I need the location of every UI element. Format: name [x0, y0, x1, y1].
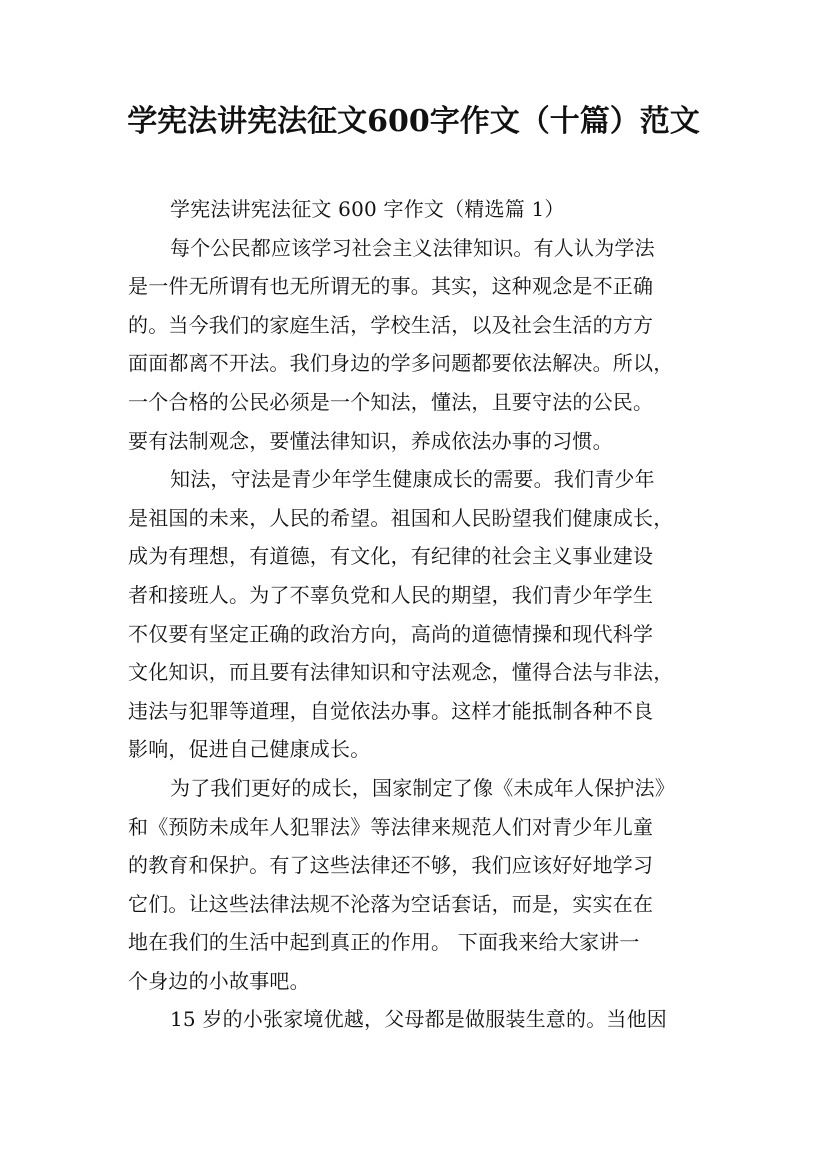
- text-line: 知法，守法是青少年学生健康成长的需要。我们青少年: [170, 467, 655, 492]
- text-line: 和《预防未成年人犯罪法》等法律来规范人们对青少年儿童: [128, 814, 654, 839]
- document-title: 学宪法讲宪法征文600字作文（十篇）范文: [127, 104, 700, 139]
- text-line: 要有法制观念，要懂法律知识，养成依法办事的习惯。: [128, 428, 613, 453]
- text-line: 成为有理想，有道德，有文化，有纪律的社会主义事业建设: [128, 544, 654, 569]
- text-line: 的教育和保护。有了这些法律还不够，我们应该好好地学习: [128, 853, 654, 878]
- text-line: 的。当今我们的家庭生活，学校生活，以及社会生活的方方: [128, 312, 654, 337]
- text-line: 一个合格的公民必须是一个知法，懂法，且要守法的公民。: [128, 389, 654, 414]
- text-line: 每个公民都应该学习社会主义法律知识。有人认为学法: [170, 235, 655, 260]
- text-line: 为了我们更好的成长，国家制定了像《未成年人保护法》: [170, 775, 675, 800]
- text-line: 面面都离不开法。我们身边的学多问题都要依法解决。所以，: [128, 351, 674, 376]
- text-line: 影响，促进自己健康成长。: [128, 737, 371, 762]
- text-line: 学宪法讲宪法征文 600 字作文（精选篇 1）: [170, 197, 565, 221]
- text-line: 者和接班人。为了不辜负党和人民的期望，我们青少年学生: [128, 582, 654, 607]
- text-line: 个身边的小故事吧。: [128, 968, 310, 993]
- text-line: 15 岁的小张家境优越，父母都是做服装生意的。当他因: [170, 1007, 668, 1032]
- text-line: 违法与犯罪等道理，自觉依法办事。这样才能抵制各种不良: [128, 698, 654, 723]
- text-line: 文化知识，而且要有法律知识和守法观念，懂得合法与非法，: [128, 660, 674, 685]
- document-body: [128, 190, 708, 1039]
- text-line: 是祖国的未来，人民的希望。祖国和人民盼望我们健康成长，: [128, 505, 674, 530]
- text-line: 不仅要有坚定正确的政治方向，高尚的道德情操和现代科学: [128, 621, 654, 646]
- text-line: 它们。让这些法律法规不沦落为空话套话，而是，实实在在: [128, 891, 654, 916]
- text-line: 地在我们的生活中起到真正的作用。 下面我来给大家讲一: [128, 930, 640, 955]
- text-line: 是一件无所谓有也无所谓无的事。其实，这种观念是不正确: [128, 274, 654, 299]
